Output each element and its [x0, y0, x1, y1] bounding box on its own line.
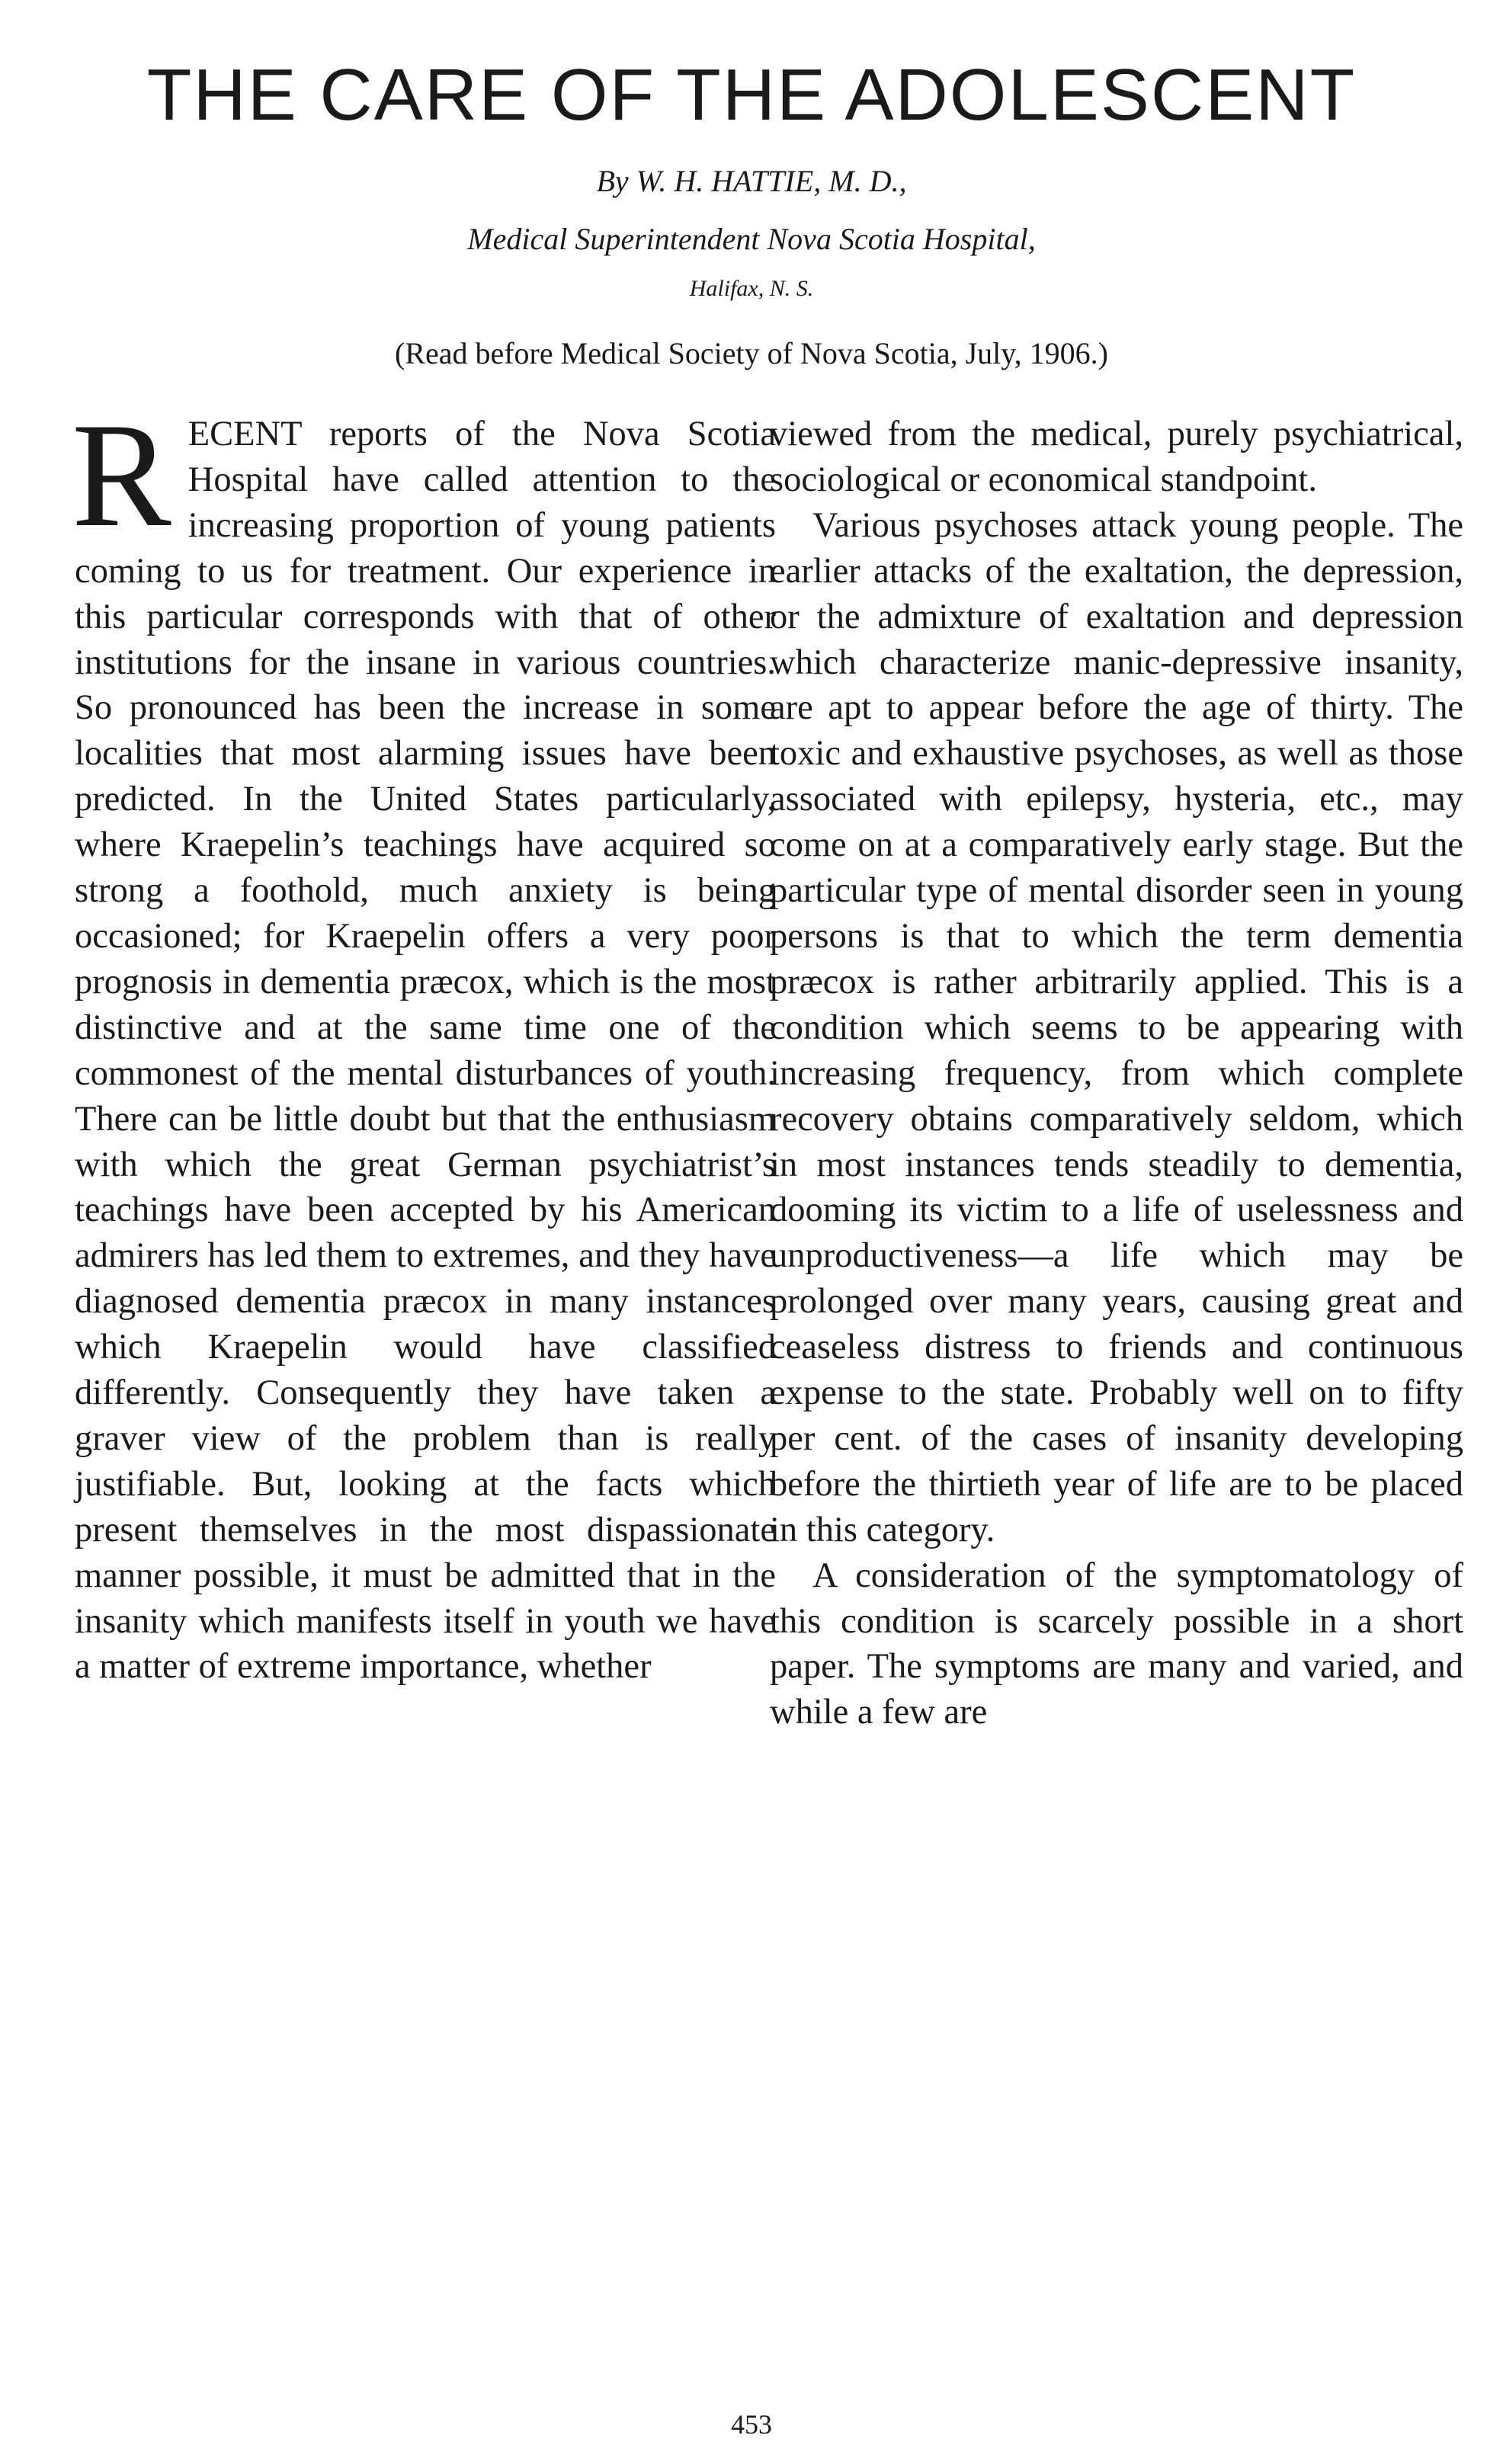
article-title: THE CARE OF THE ADOLESCENT: [146, 54, 1357, 136]
drop-cap: R: [72, 393, 171, 558]
right-column: [770, 412, 1463, 1735]
read-before-note: (Read before Medical Society of Nova Scotia, July, 1906.): [394, 336, 1109, 370]
author-affiliation: Medical Superintendent Nova Scotia Hospital,: [467, 222, 1036, 256]
right-paragraph-continuation: viewed from the medical, purely psychiatrical, sociological or economical standpoint.: [770, 415, 1463, 499]
right-paragraph-symptomatology: A consideration of the symptomatology of this condition is scarcely possible in a short paper. The symptoms are many and varied, and while a few are: [770, 1556, 1463, 1732]
left-column: [72, 393, 776, 1690]
right-paragraph-psychoses: Various psychoses attack young people. The earlier attacks of the exaltation, the depression, or the admixture of exaltation and depression which characterize manic-depressive insanity, are apt to appear before the age of thirty. The toxic and exhaustive psychoses, as well as those associated with epilepsy, hysteria, etc., may come on at a comparatively early stage. But the particular type of mental disorder seen in young persons is that to which the term dementia præcox is rather arbitrarily applied. This is a condition which seems to be appearing with increasing frequency, from which complete recovery obtains comparatively seldom, which in most instances tends steadily to dementia, dooming its victim to a life of uselessness and unproductiveness—a life which may be prolonged over many years, causing great and ceaseless distress to friends and continuous expense to the state. Probably well on to fifty per cent. of the cases of insanity developing before the thirtieth year of life are to be placed in this category.: [770, 505, 1463, 1549]
author-location: Halifax, N. S.: [689, 276, 814, 301]
author-byline: By W. H. HATTIE, M. D.,: [596, 164, 907, 198]
page-number: 453: [731, 2409, 772, 2440]
left-paragraph: [72, 393, 776, 1690]
left-column-text: ECENT reports of the Nova Scotia Hospital have called attention to the increasing proportion of young patients coming to us for treatment. Our experience in this particular corresponds with that of other institutions for the insane in various countries. So pronounced has been the increase in some localities that most alarming issues have been predicted. In the United States particularly, where Kraepelin’s teachings have acquired so strong a foothold, much anxiety is being occasioned; for Kraepelin offers a very poor prognosis in dementia præcox, which is the most distinctive and at the same time one of the commonest of the mental disturbances of youth. There can be little doubt but that the enthusiasm with which the great German psychiatrist’s teachings have been accepted by his American admirers has led them to extremes, and they have diagnosed dementia præcox in many instances which Kraepelin would have classified differently. Consequently they have taken a graver view of the problem than is really justifiable. But, looking at the facts which present themselves in the most dispassionate manner possible, it must be admitted that in the insanity which manifests itself in youth we have a matter of extreme importance, whether: [75, 415, 776, 1687]
